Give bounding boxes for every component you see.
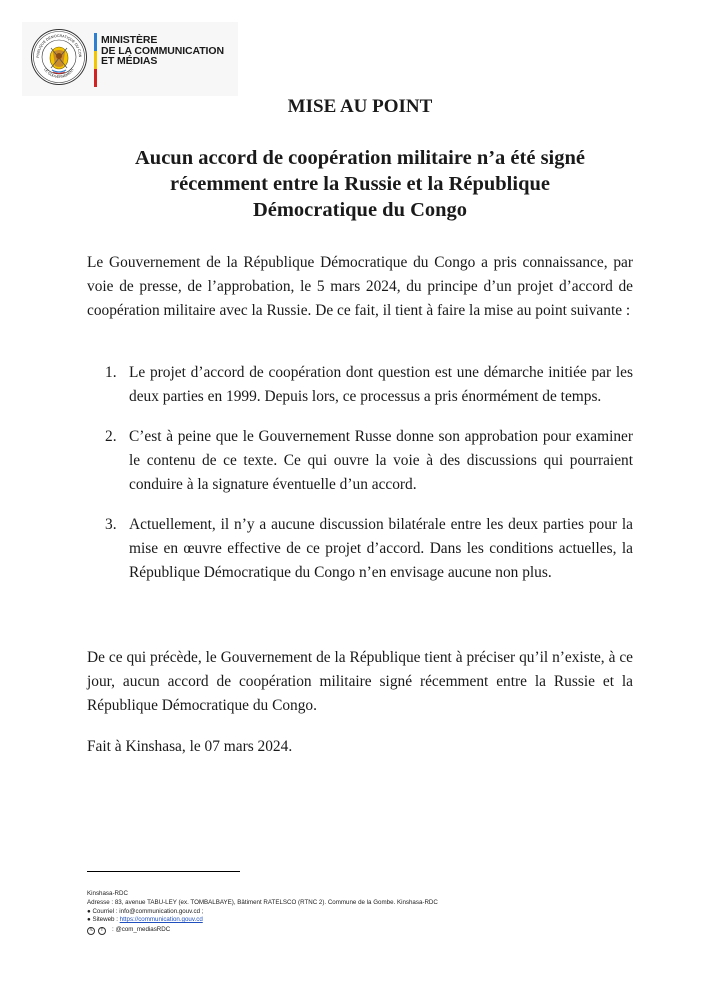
svg-text:RÉPUBLIQUE DÉMOCRATIQUE DU CON: PUBLIQUE DÉMOCRATIQUE DU CON <box>35 33 83 58</box>
conclusion-paragraph: De ce qui précède, le Gouvernement de la République tient à préciser qu’il n’existe, à ce jour, aucun accord de coopération militaire signé récemment entre la Russie et la République Démocratique du Congo. <box>87 649 633 714</box>
government-seal-icon <box>30 28 88 86</box>
yellow-stripe <box>94 51 97 69</box>
social-handle: : @com_mediasRDC <box>112 926 171 934</box>
title-line: Aucun accord de coopération militaire n’a été signé <box>135 147 585 169</box>
blue-stripe <box>94 33 97 51</box>
title-line: Démocratique du Congo <box>252 199 468 221</box>
website-link[interactable]: https://communication.gouv.cd <box>119 916 203 924</box>
title-line: récemment entre la Russie et la République <box>170 173 550 195</box>
flag-stripe <box>94 33 97 87</box>
document-title <box>90 145 630 223</box>
social-row <box>87 926 438 935</box>
ministry-name <box>101 35 224 67</box>
list-number: 2. <box>105 428 117 445</box>
svg-text:LE GOUVERNEMENT: LE GOUVERNEMENT <box>43 67 75 80</box>
footer-divider <box>87 871 240 872</box>
signoff-line: Fait à Kinshasa, le 07 mars 2024. <box>87 738 293 755</box>
list-item <box>105 425 633 497</box>
website-label: ● Siteweb : <box>87 916 120 924</box>
list-text: Le projet d’accord de coopération dont question est une démarche initiée par les deux parties en 1999. Depuis lors, ce processus a pris énormément de temps. <box>129 364 633 405</box>
x-icon[interactable]: 𝕏 <box>88 927 94 934</box>
document-label: MISE AU POINT <box>287 96 433 117</box>
footer-address: Adresse : 83, avenue TABU-LEY (ex. TOMBALBAYE), Bâtiment RATELSCO (RTNC 2). Commune de la Gombe. Kinshasa-RDC <box>87 898 438 906</box>
list-number: 3. <box>105 516 117 533</box>
points-list <box>105 361 633 601</box>
red-stripe <box>94 69 97 87</box>
footer-email: ● Courriel : info@communication.gouv.cd ; <box>87 907 204 915</box>
ministry-line: ET MÉDIAS <box>101 55 158 67</box>
ministry-line: DE LA COMMUNICATION <box>101 44 224 57</box>
list-item <box>105 361 633 409</box>
ministry-line: MINISTÈRE <box>101 34 158 46</box>
footer-city: Kinshasa-RDC <box>87 890 128 897</box>
list-item <box>105 513 633 585</box>
intro-paragraph: Le Gouvernement de la République Démocratique du Congo a pris connaissance, par voie de presse, de l’approbation, le 5 mars 2024, du principe d’un projet d’accord de coopération militaire avec la Russie. De ce fait, il tient à faire la mise au point suivante : <box>87 254 633 319</box>
list-number: 1. <box>105 364 117 381</box>
footer <box>87 890 438 935</box>
list-text: Actuellement, il n’y a aucune discussion bilatérale entre les deux parties pour la mise en œuvre effective de ce projet d’accord. Dans les conditions actuelles, la République Démocratique du Congo n’en envisage aucune non plus. <box>129 516 633 581</box>
facebook-icon[interactable]: f <box>98 927 106 935</box>
footer-website <box>87 916 438 925</box>
list-text: C’est à peine que le Gouvernement Russe donne son approbation pour examiner le contenu de ce texte. Ce qui ouvre la voie à des discussions qui pourraient conduire à la signature éventuelle d’un accord. <box>129 428 633 493</box>
